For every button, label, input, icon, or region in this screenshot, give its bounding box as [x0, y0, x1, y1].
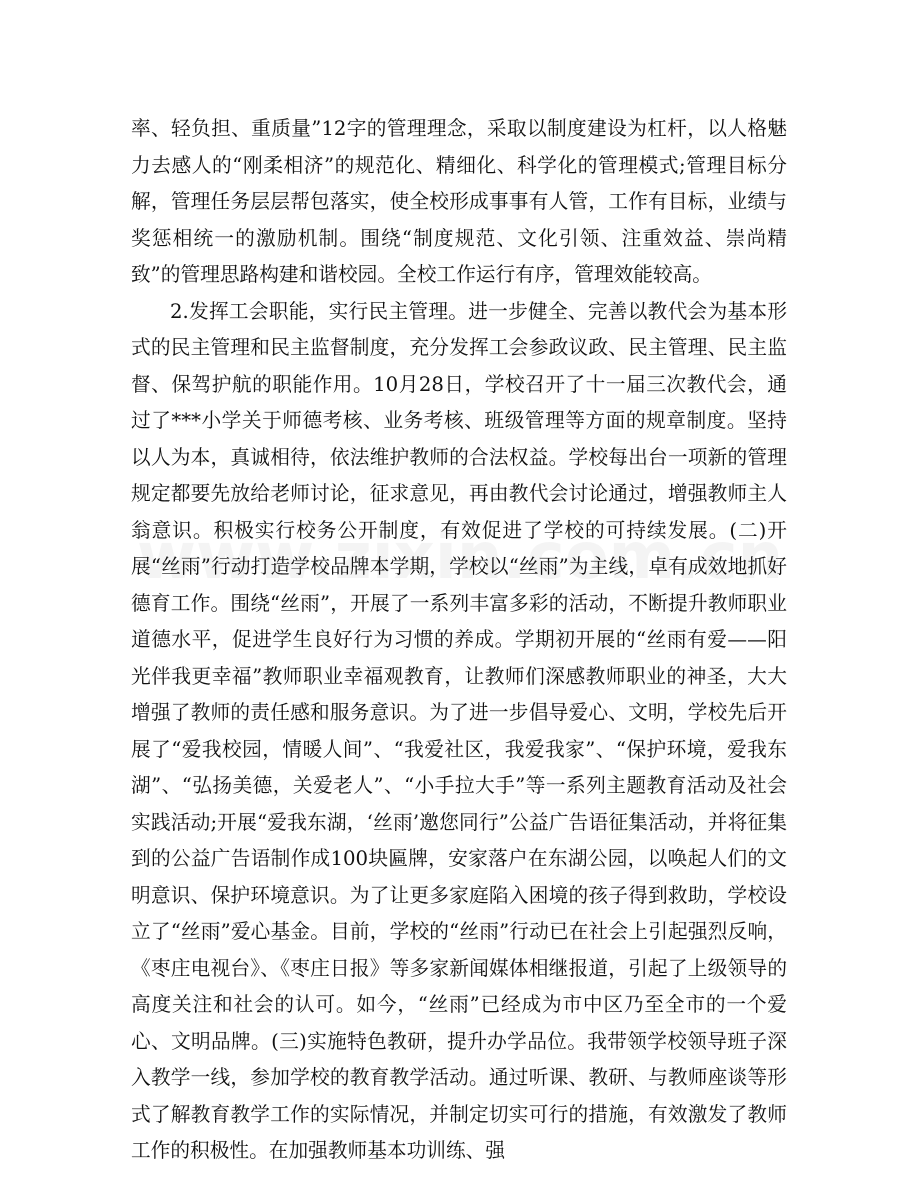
paragraph-union-democratic-management: 2.发挥工会职能，实行民主管理。进一步健全、完善以教代会为基本形式的民主管理和民主监督制度，充分发挥工会参政议政、民主管理、民主监督、保驾护航的职能作用。10月28日，学校召开了十一届三次教代会，通过了***小学关于师德考核、业务考核、班级管理等方面的规章制度。坚持以人为本，真诚相待，依法维护教师的合法权益。学校每出台一项新的管理规定都要先放给老师讨论，征求意见，再由教代会讨论通过，增强教师主人翁意识。积极实行校务公开制度，有效促进了学校的可持续发展。(二)开展“丝雨”行动打造学校品牌本学期，学校以“丝雨”为主线，卓有成效地抓好德育工作。围绕“丝雨”，开展了一系列丰富多彩的活动，不断提升教师职业道德水平，促进学生良好行为习惯的养成。学期初开展的“丝雨有爱——阳光伴我更幸福”教师职业幸福观教育，让教师们深感教师职业的神圣，大大增强了教师的责任感和服务意识。为了进一步倡导爱心、文明，学校先后开展了“爱我校园，情暖人间”、“我爱社区，我爱我家”、“保护环境，爱我东湖”、“弘扬美德，关爱老人”、“小手拉大手”等一系列主题教育活动及社会实践活动;开展“爱我东湖，‘丝雨’邀您同行”公益广告语征集活动，并将征集到的公益广告语制作成100块匾牌，安家落户在东湖公园，以唤起人们的文明意识、保护环境意识。为了让更多家庭陷入困境的孩子得到救助，学校设立了“丝雨”爱心基金。目前，学校的“丝雨”行动已在社会上引起强烈反响，《枣庄电视台》、《枣庄日报》等多家新闻媒体相继报道，引起了上级领导的高度关注和社会的认可。如今，“丝雨”已经成为市中区乃至全市的一个爱心、文明品牌。(三)实施特色教研，提升办学品位。我带领学校领导班子深入教学一线，参加学校的教育教学活动。通过听课、教研、与教师座谈等形式了解教育教学工作的实际情况，并制定切实可行的措施，有效激发了教师工作的积极性。在加强教师基本功训练、强 — [131, 299, 787, 1162]
document-body — [131, 111, 787, 1170]
paragraph-continuation: 率、轻负担、重质量”12字的管理理念，采取以制度建设为杠杆，以人格魅力去感人的“刚柔相济”的规范化、精细化、科学化的管理模式;管理目标分解，管理任务层层帮包落实，使全校形成事事有人管，工作有目标，业绩与奖惩相统一的激励机制。围绕“制度规范、文化引领、注重效益、崇尚精致”的管理思路构建和谐校园。全校工作运行有序，管理效能较高。 — [131, 117, 787, 286]
